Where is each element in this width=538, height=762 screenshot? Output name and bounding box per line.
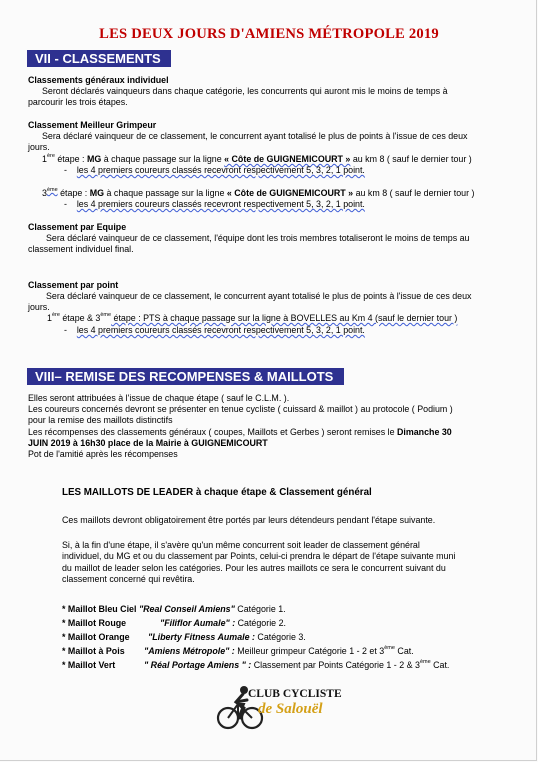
jersey-polka-name: * Maillot à Pois: [62, 646, 125, 656]
jersey-polka-end: Cat.: [394, 646, 414, 656]
team-ranking-text-line2: classement individuel final.: [28, 244, 134, 254]
leader-paragraph2-line4: classement concerné qui revêtira.: [62, 574, 195, 584]
stage3-points-text: les 4 premiers coureurs classés recevront respectivement 5, 3, 2, 1 point.: [76, 199, 365, 209]
points-stage-line: [47, 313, 457, 324]
points-stage-points-text: les 4 premiers coureurs classés recevront respectivement 5, 3, 2, 1 point.: [76, 325, 365, 335]
stage3-points-item: [64, 199, 365, 210]
stage3-climb-line: [42, 188, 474, 199]
rewards-line6: Pot de l'amitié après les récompenses: [28, 449, 178, 459]
stage3-ordinal: ème: [46, 187, 58, 193]
jersey-red-item: [62, 618, 286, 629]
leader-paragraph2-line3: du maillot de leader selon les catégories. Pour les autres maillots ce sera le concurrent suivant du: [62, 563, 446, 573]
leader-jerseys-title: LES MAILLOTS DE LEADER à chaque étape & Classement général: [62, 487, 372, 498]
jersey-polka-category: Meilleur grimpeur Catégorie 1 - 2 et 3: [234, 646, 385, 656]
stage1-text: à chaque passage sur la ligne: [101, 154, 225, 164]
dash-bullet: -: [64, 325, 77, 335]
stage1-km: au km 8 ( sauf le dernier tour ): [350, 154, 472, 164]
club-logo: [214, 684, 342, 732]
jersey-polka-item: [62, 646, 414, 657]
leader-paragraph1: Ces maillots devront obligatoirement être portés par leurs détendeurs pendant l'étape suivante.: [62, 515, 436, 525]
stage1-points-text: les 4 premiers coureurs classés recevront respectivement 5, 3, 2, 1 point.: [76, 165, 365, 175]
climber-ranking-text-line2: jours.: [28, 142, 50, 152]
points-ranking-text-line1: Sera déclaré vainqueur de ce classement, le concurrent ayant totalisé le plus de points à l'issue de ces deux: [46, 291, 472, 301]
logo-text-line1: CLUB CYCLISTE: [248, 688, 342, 700]
climber-ranking-text-line1: Sera déclaré vainqueur de ce classement, le concurrent ayant totalisé le plus de points à l'issue de ces deux: [42, 131, 468, 141]
rewards-line1: Elles seront attribuées à l'issue de chaque étape ( sauf le C.L.M. ).: [28, 393, 290, 403]
jersey-green-name: * Maillot Vert: [62, 660, 116, 670]
stage1-points-item: [64, 165, 365, 176]
points-stage-ordinal2: ème: [100, 312, 112, 318]
stage3-km: au km 8 ( sauf le dernier tour ): [353, 188, 475, 198]
rewards-line2: Les coureurs concernés devront se présenter en tenue cycliste ( cuissard & maillot ) au protocole ( Podium ): [28, 404, 453, 414]
rewards-line5: JUIN 2019 à 16h30 place de la Mairie à GUIGNEMICOURT: [28, 438, 268, 448]
stage3-number: 3: [42, 188, 47, 198]
stage3-text: à chaque passage sur la ligne: [104, 188, 227, 198]
rewards-date: Dimanche 30: [396, 427, 452, 437]
team-ranking-title: Classement par Equipe: [28, 222, 127, 232]
stage1-ordinal: ère: [46, 153, 55, 159]
general-ranking-text-line2: parcourir les trois étapes.: [28, 97, 128, 107]
team-ranking-text-line1: Sera déclaré vainqueur de ce classement, l'équipe dont les trois membres totaliseront le moins de temps au: [46, 233, 470, 243]
jersey-polka-ordinal: ème: [384, 645, 395, 651]
jersey-red-sponsor: "Filiflor Aumale" :: [160, 618, 236, 628]
stage3-label: étape :: [57, 188, 90, 198]
points-stage-points-item: [64, 325, 365, 336]
stage3-climb-name: « Côte de GUIGNEMICOURT »: [226, 188, 354, 198]
stage1-climb-name: « Côte de GUIGNEMICOURT »: [224, 154, 351, 164]
general-ranking-text-line1: Seront déclarés vainqueurs dans chaque catégorie, les concurrents qui auront mis le moins de temps à: [42, 86, 448, 96]
stage1-label: étape :: [54, 154, 87, 164]
stage1-mg: MG: [86, 154, 102, 164]
rewards-line3: pour la remise des maillots distinctifs: [28, 415, 173, 425]
jersey-green-ordinal: ème: [419, 659, 431, 665]
leader-paragraph2-line1: Si, à la fin d'une étape, il s'avère qu'un même concurrent soit leader de classement général: [62, 540, 420, 550]
logo-text-line2: de Salouël: [258, 701, 323, 717]
rewards-line4-text: Les récompenses des classements généraux ( coupes, Maillots et Gerbes ) seront remises le: [28, 427, 397, 437]
jersey-orange-category: Catégorie 3.: [254, 632, 306, 642]
jersey-orange-name: * Maillot Orange: [62, 632, 130, 642]
stage1-climb-line: [42, 154, 472, 165]
jersey-blue-item: [62, 604, 286, 615]
dash-bullet: -: [64, 199, 77, 209]
jersey-polka-sponsor: "Amiens Métropole" :: [144, 646, 235, 656]
points-stage-ordinal: ère: [51, 312, 60, 318]
general-ranking-title: Classements généraux individuel: [28, 75, 169, 85]
leader-paragraph2-line2: individuel, du MG et ou du classement par Points, celui-ci prendra le départ de l'étape suivante muni: [62, 551, 456, 561]
points-stage-text: étape : PTS à chaque passage sur la ligne à BOVELLES au Km 4 (sauf le dernier tour ): [111, 313, 458, 323]
points-stage-number: 1: [47, 313, 52, 323]
stage1-number: 1: [42, 154, 47, 164]
jersey-green-end: Cat.: [430, 660, 450, 670]
jersey-green-category: Classement par Points Catégorie 1 - 2 & 3: [251, 660, 420, 670]
section-heading-rewards: VIII– REMISE DES RECOMPENSES & MAILLOTS: [27, 368, 344, 385]
rewards-line4: [28, 427, 452, 438]
stage3-mg: MG: [89, 188, 105, 198]
jersey-blue-category: Catégorie 1.: [234, 604, 286, 614]
jersey-blue-sponsor: "Real Conseil Amiens": [138, 604, 235, 614]
jersey-orange-item: [62, 632, 306, 643]
points-ranking-text-line2: jours.: [28, 302, 50, 312]
jersey-green-item: [62, 660, 449, 671]
points-ranking-title: Classement par point: [28, 280, 119, 290]
dash-bullet: -: [64, 165, 77, 175]
jersey-orange-sponsor: "Liberty Fitness Aumale :: [148, 632, 255, 642]
section-heading-classements: VII - CLASSEMENTS: [27, 50, 171, 67]
climber-ranking-title: Classement Meilleur Grimpeur: [28, 120, 157, 130]
document-title: LES DEUX JOURS D'AMIENS MÉTROPOLE 2019: [99, 26, 439, 42]
jersey-blue-name: * Maillot Bleu Ciel: [62, 604, 139, 614]
jersey-red-name: * Maillot Rouge: [62, 618, 127, 628]
jersey-red-category: Catégorie 2.: [235, 618, 286, 628]
points-stage-mid: étape & 3: [59, 313, 101, 323]
jersey-green-sponsor: " Réal Portage Amiens " :: [144, 660, 252, 670]
